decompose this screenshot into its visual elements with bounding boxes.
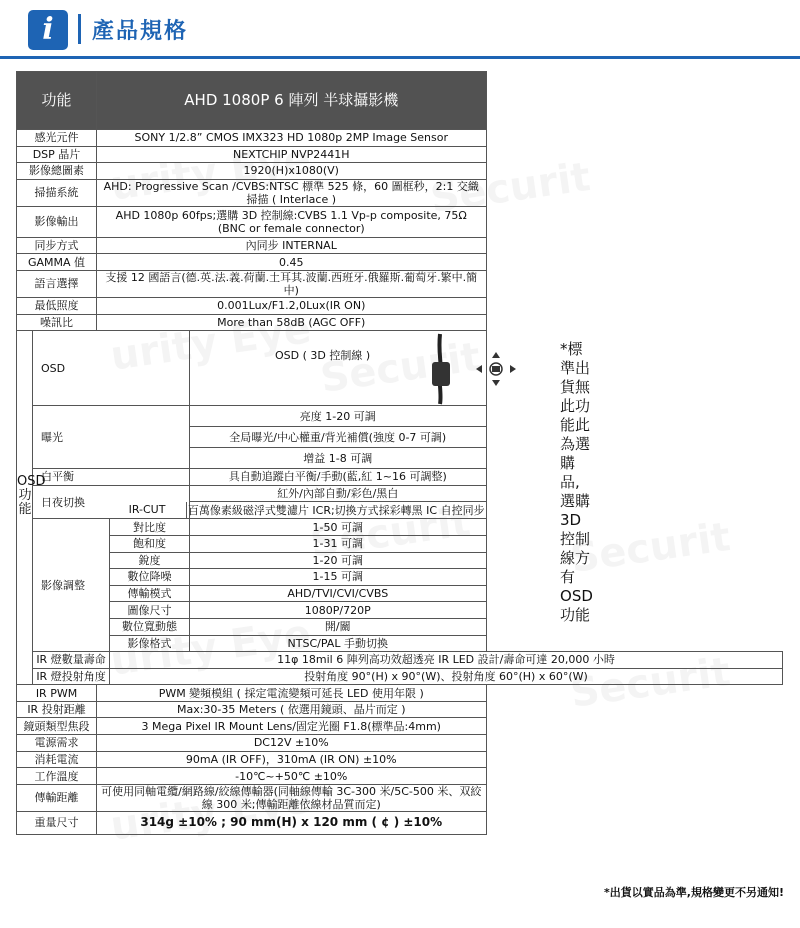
row-label: 重量尺寸	[17, 811, 97, 834]
row-value: NTSC/PAL 手動切換	[190, 635, 486, 652]
row-value: AHD/TVI/CVI/CVBS	[190, 585, 486, 602]
daynight-label: 日夜切換	[33, 485, 190, 519]
header-divider	[78, 14, 81, 44]
row-value: 內同步 INTERNAL	[97, 237, 486, 254]
table-row	[17, 254, 783, 271]
row-value: NEXTCHIP NVP2441H	[97, 146, 486, 163]
ircut-value: 百萬像素級磁浮式雙濾片 ICR;切換方式採彩轉黑 IC 自控同步	[187, 503, 485, 517]
sub-label: 數位降噪	[110, 569, 190, 586]
row-label: IR 燈投射角度	[33, 668, 110, 685]
table-row	[17, 718, 783, 735]
row-value: PWM 變頻模組 ( 採定電流變頻可延長 LED 使用年限 )	[97, 685, 486, 702]
table-row	[17, 735, 783, 752]
row-value: 亮度 1-20 可調	[190, 406, 486, 427]
info-icon: i	[28, 10, 68, 50]
table-row	[17, 685, 783, 702]
table-row	[17, 668, 783, 685]
table-row	[17, 331, 783, 406]
table-row	[17, 270, 783, 297]
row-value: 1080P/720P	[190, 602, 486, 619]
osd-note-line: *標準出貨無此功能此為選購品,	[560, 340, 591, 492]
page-header	[0, 0, 800, 62]
row-label: 噪訊比	[17, 314, 97, 331]
table-row	[17, 585, 783, 602]
row-label: 掃描系統	[17, 179, 97, 206]
ircut-label: IR-CUT	[108, 502, 187, 518]
row-value: 1-31 可調	[190, 535, 486, 552]
row-value: 3 Mega Pixel IR Mount Lens/固定光圈 F1.8(標準品:4mm)	[97, 718, 486, 735]
row-label: 影像輸出	[17, 206, 97, 237]
table-row	[17, 485, 783, 502]
table-row	[17, 206, 783, 237]
osd-note-line: 選購 3D 控制線方有 OSD 功能	[560, 492, 593, 625]
table-row	[17, 406, 783, 427]
table-row	[17, 535, 783, 552]
header-label: 功能	[17, 72, 97, 130]
spec-table	[16, 71, 783, 835]
image-adjust-label: 影像調整	[33, 519, 110, 652]
row-value: 增益 1-8 可調	[190, 448, 486, 469]
table-row	[17, 618, 783, 635]
row-value: More than 58dB (AGC OFF)	[97, 314, 486, 331]
sub-label: 數位寬動態	[110, 618, 190, 635]
row-label: 影像總圖素	[17, 163, 97, 180]
table-row	[17, 297, 783, 314]
exposure-label: 曝光	[33, 406, 190, 469]
table-row	[17, 652, 783, 669]
row-value: 11φ 18mil 6 陣列高功效超透亮 IR LED 設計/壽命可達 20,000 小時	[110, 652, 783, 669]
row-value: 全局曝光/中心權重/背光補償(強度 0-7 可調)	[190, 427, 486, 448]
row-value: 投射角度 90°(H) x 90°(W)、投射角度 60°(H) x 60°(W)	[110, 668, 783, 685]
row-value: 可使用同軸電纜/網路線/絞線傳輸器(同軸線傳輸 3C-300 米/5C-500 米、双絞線 300 米;傳輸距離依線材品質而定)	[97, 784, 486, 811]
row-label: 傳輸距離	[17, 784, 97, 811]
row-value: 開/關	[190, 618, 486, 635]
table-row	[17, 469, 783, 486]
row-value	[97, 206, 486, 237]
sub-label: 銳度	[110, 552, 190, 569]
row-value-line: (BNC or female connector)	[217, 221, 365, 235]
table-row	[17, 602, 783, 619]
table-row	[17, 635, 783, 652]
osd-group-label	[17, 331, 46, 685]
table-row	[17, 314, 783, 331]
row-value: 1-50 可調	[190, 519, 486, 536]
row-value: SONY 1/2.8” CMOS IMX323 HD 1080p 2MP Image Sensor	[97, 130, 486, 147]
table-row	[17, 502, 783, 519]
footnote: *出貨以實品為準,規格變更不另通知!	[604, 886, 784, 899]
row-value: AHD: Progressive Scan /CVBS:NTSC 標準 525 條，60 圖框秒，2:1 交織掃描 ( Interlace )	[97, 179, 486, 206]
row-value: 1-20 可調	[190, 552, 486, 569]
table-row	[17, 130, 783, 147]
osd-note	[560, 340, 593, 625]
table-row	[17, 552, 783, 569]
row-value: 0.001Lux/F1.2,0Lux(IR ON)	[97, 297, 486, 314]
row-value: DC12V ±10%	[97, 735, 486, 752]
sub-label: 對比度	[110, 519, 190, 536]
row-value: 紅外/內部自動/彩色/黑白	[190, 485, 486, 502]
sub-label: 圖像尺寸	[110, 602, 190, 619]
table-row	[17, 701, 783, 718]
row-label: 感光元件	[17, 130, 97, 147]
row-label: 鏡頭類型焦段	[17, 718, 97, 735]
osd-label: OSD	[33, 331, 190, 406]
table-row	[17, 811, 783, 834]
row-value: 1920(H)x1080(V)	[97, 163, 486, 180]
row-label: IR PWM	[17, 685, 97, 702]
osd-controller-icon	[422, 334, 562, 404]
table-row	[17, 163, 783, 180]
osd-value: OSD ( 3D 控制線 )	[275, 349, 371, 363]
row-value: -10℃~+50℃ ±10%	[97, 768, 486, 785]
table-row	[17, 519, 783, 536]
row-label: 最低照度	[17, 297, 97, 314]
row-value	[128, 502, 486, 519]
wb-label: 白平衡	[33, 469, 190, 486]
table-row	[17, 179, 783, 206]
row-value: 1-15 可調	[190, 569, 486, 586]
row-label: DSP 晶片	[17, 146, 97, 163]
table-header-row	[17, 72, 783, 130]
table-row	[17, 751, 783, 768]
sub-label: 影像格式	[110, 635, 190, 652]
row-label: 語言選擇	[17, 270, 97, 297]
row-label: 工作溫度	[17, 768, 97, 785]
row-label: 消耗電流	[17, 751, 97, 768]
sub-label: 飽和度	[110, 535, 190, 552]
row-value: 0.45	[97, 254, 486, 271]
table-row	[17, 237, 783, 254]
row-label: 電源需求	[17, 735, 97, 752]
table-row	[17, 784, 783, 811]
row-value: 具自動追蹤白平衡/手動(藍,紅 1~16 可調整)	[190, 469, 486, 486]
table-row	[17, 569, 783, 586]
row-label: IR 燈數量壽命	[33, 652, 110, 669]
row-value-line: AHD 1080p 60fps;選購 3D 控制線:CVBS 1.1 Vp-p composite, 75Ω	[115, 208, 467, 222]
row-value: 90mA (IR OFF)，310mA (IR ON) ±10%	[97, 751, 486, 768]
sub-label: 傳輸模式	[110, 585, 190, 602]
row-label: IR 投射距離	[17, 701, 97, 718]
row-value: 314g ±10% ; 90 mm(H) x 120 mm ( ¢ ) ±10%	[97, 811, 486, 834]
ircut-row	[128, 502, 485, 518]
table-row	[17, 146, 783, 163]
header-underline	[0, 56, 800, 59]
row-value: 支援 12 國語言(德.英.法.義.荷蘭.土耳其.波蘭.西班牙.俄羅斯.葡萄牙.繁中.簡中)	[97, 270, 486, 297]
header-product: AHD 1080P 6 陣列 半球攝影機	[97, 72, 486, 130]
page-title: 產品規格	[92, 19, 189, 44]
osd-group-label-text: OSD 功能	[17, 474, 46, 518]
row-label: GAMMA 值	[17, 254, 97, 271]
row-label: 同步方式	[17, 237, 97, 254]
table-row	[17, 768, 783, 785]
row-value: Max:30-35 Meters ( 依選用鏡頭、晶片而定 )	[97, 701, 486, 718]
